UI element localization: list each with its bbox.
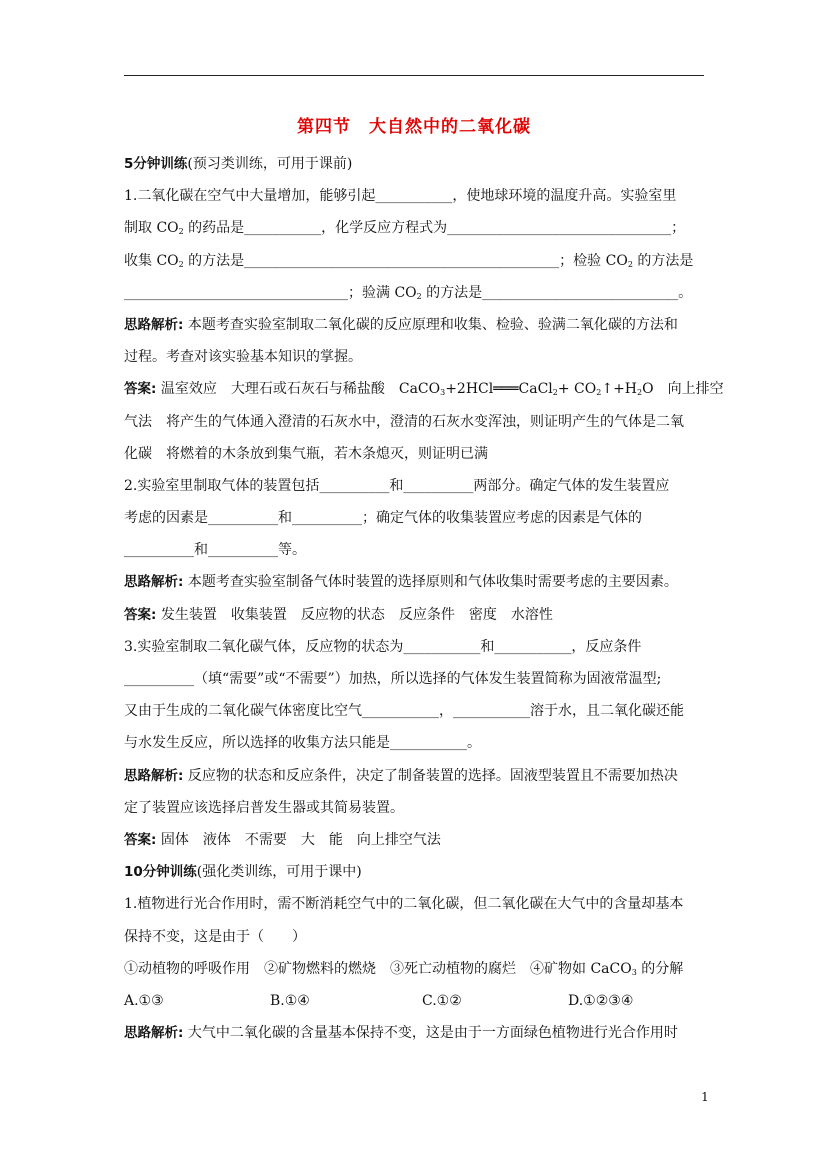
q3-analysis-2: 定了装置应该选择启普发生器或其简易装置。 xyxy=(124,799,404,816)
q2-line-3: __________和__________等。 xyxy=(124,542,306,559)
subscript: 2 xyxy=(627,259,633,269)
q1-answer-2: 气法 将产生的气体通入澄清的石灰水中，澄清的石灰水变浑浊，则证明产生的气体是二氧 xyxy=(124,413,684,430)
options-text: 的分解 xyxy=(636,960,684,977)
q3-line-4: 与水发生反应，所以选择的收集方法只能是___________。 xyxy=(124,735,481,752)
choice-c: C.①② xyxy=(422,992,462,1009)
answer-label: 答案: xyxy=(124,381,157,398)
subscript: 3 xyxy=(440,388,446,398)
analysis-text: 反应物的状态和反应条件，决定了制备装置的选择。固液型装置且不需要加热决 xyxy=(183,767,678,784)
q1-answer-3: 化碳 将燃着的木条放到集气瓶，若木条熄灭，则证明已满 xyxy=(124,445,488,462)
q2-answer xyxy=(124,599,712,631)
q1-text: 的方法是 xyxy=(632,252,694,269)
q1-text: 的方法是____________________________。 xyxy=(421,284,693,301)
s10-q1-options xyxy=(124,953,712,985)
q2-line-2: 考虑的因素是__________和__________；确定气体的收集装置应考虑的因素是气体的 xyxy=(124,510,642,527)
subscript: 2 xyxy=(552,388,558,398)
q1-answer-1 xyxy=(124,373,724,405)
choice-a: A.①③ xyxy=(124,992,164,1009)
analysis-text: 本题考查实验室制备气体时装置的选择原则和气体收集时需要考虑的主要因素。 xyxy=(183,574,678,591)
analysis-label: 思路解析: xyxy=(124,316,184,333)
q3-line-3: 又由于生成的二氧化碳气体密度比空气___________，___________溶于水，且二氧化碳还能 xyxy=(124,703,684,720)
analysis-label: 思路解析: xyxy=(124,574,184,591)
q1-text: 的方法是_____________________________________________；检验 CO xyxy=(183,252,628,269)
q3-analysis-1 xyxy=(124,760,712,792)
q1-line-1: 1.二氧化碳在空气中大量增加，能够引起___________，使地球环境的温度升高。实验室里 xyxy=(124,188,677,205)
q1-analysis-1 xyxy=(124,309,712,341)
subscript: 3 xyxy=(631,967,637,977)
choice-d: D.①②③④ xyxy=(568,992,634,1009)
q1-text: 制取 CO xyxy=(124,220,179,237)
answer-text: +2HCl═══CaCl xyxy=(445,381,553,398)
subscript: 2 xyxy=(416,291,422,301)
header-rule xyxy=(124,75,704,76)
s10-q1-choices xyxy=(124,985,712,1017)
q1-line-2 xyxy=(124,212,712,244)
q3-line-1: 3.实验室制取二氧化碳气体，反应物的状态为___________和___________，反应条件 xyxy=(124,638,642,655)
answer-text: O 向上排空 xyxy=(642,381,724,398)
answer-text: 固体 液体 不需要 大 能 向上排空气法 xyxy=(156,831,441,848)
analysis-text: 本题考查实验室制取二氧化碳的反应原理和收集、检验、验满二氧化碳的方法和 xyxy=(183,316,678,333)
subscript: 2 xyxy=(596,388,602,398)
q2-line-1: 2.实验室里制取气体的装置包括__________和__________两部分。确定气体的发生装置应 xyxy=(124,477,670,494)
q1-line-3 xyxy=(124,245,712,277)
document-body xyxy=(124,148,724,1049)
section-heading-5min xyxy=(124,148,712,180)
q1-analysis-2: 过程。考查对该实验基本知识的掌握。 xyxy=(124,349,362,366)
page-number: 1 xyxy=(701,1090,709,1104)
section-label: 5分钟训练 xyxy=(124,156,188,172)
answer-label: 答案: xyxy=(124,831,157,848)
subscript: 2 xyxy=(178,227,184,237)
analysis-text: 大气中二氧化碳的含量基本保持不变，这是由于一方面绿色植物进行光合作用时 xyxy=(183,1025,678,1042)
subscript: 2 xyxy=(178,259,184,269)
answer-text: ↑+H xyxy=(601,381,638,398)
options-text: ①动植物的呼吸作用 ②矿物燃料的燃烧 ③死亡动植物的腐烂 ④矿物如 CaCO xyxy=(124,960,632,977)
s10-q1-analysis xyxy=(124,1017,712,1049)
choice-b: B.①④ xyxy=(270,992,310,1009)
s10-q1-line-2: 保持不变，这是由于（ ） xyxy=(124,928,306,945)
s10-q1-line-1: 1.植物进行光合作用时，需不断消耗空气中的二氧化碳，但二氧化碳在大气中的含量却基本 xyxy=(124,896,684,913)
section-label: 10分钟训练 xyxy=(124,864,197,881)
q3-line-2: __________（填“需要”或“不需要”）加热，所以选择的气体发生装置简称为固液常温型; xyxy=(124,671,662,687)
analysis-label: 思路解析: xyxy=(124,1025,184,1042)
q1-text: 收集 CO xyxy=(124,252,179,269)
section-note: (预习类训练，可用于课前) xyxy=(187,156,353,172)
q1-text: ________________________________；验满 CO xyxy=(124,284,417,301)
subscript: 2 xyxy=(637,388,643,398)
q2-analysis xyxy=(124,566,712,598)
q1-line-4 xyxy=(124,277,712,309)
page-title: 第四节 大自然中的二氧化碳 xyxy=(297,117,531,137)
section-heading-10min xyxy=(124,856,712,888)
section-note: (强化类训练，可用于课中) xyxy=(196,864,362,881)
q3-answer xyxy=(124,824,712,856)
q1-text: 的药品是___________，化学反应方程式为________________________________； xyxy=(183,220,686,237)
answer-text: + CO xyxy=(557,381,597,398)
answer-label: 答案: xyxy=(124,606,157,623)
answer-text: 温室效应 大理石或石灰石与稀盐酸 CaCO xyxy=(156,381,441,398)
analysis-label: 思路解析: xyxy=(124,767,184,784)
answer-text: 发生装置 收集装置 反应物的状态 反应条件 密度 水溶性 xyxy=(156,606,553,623)
